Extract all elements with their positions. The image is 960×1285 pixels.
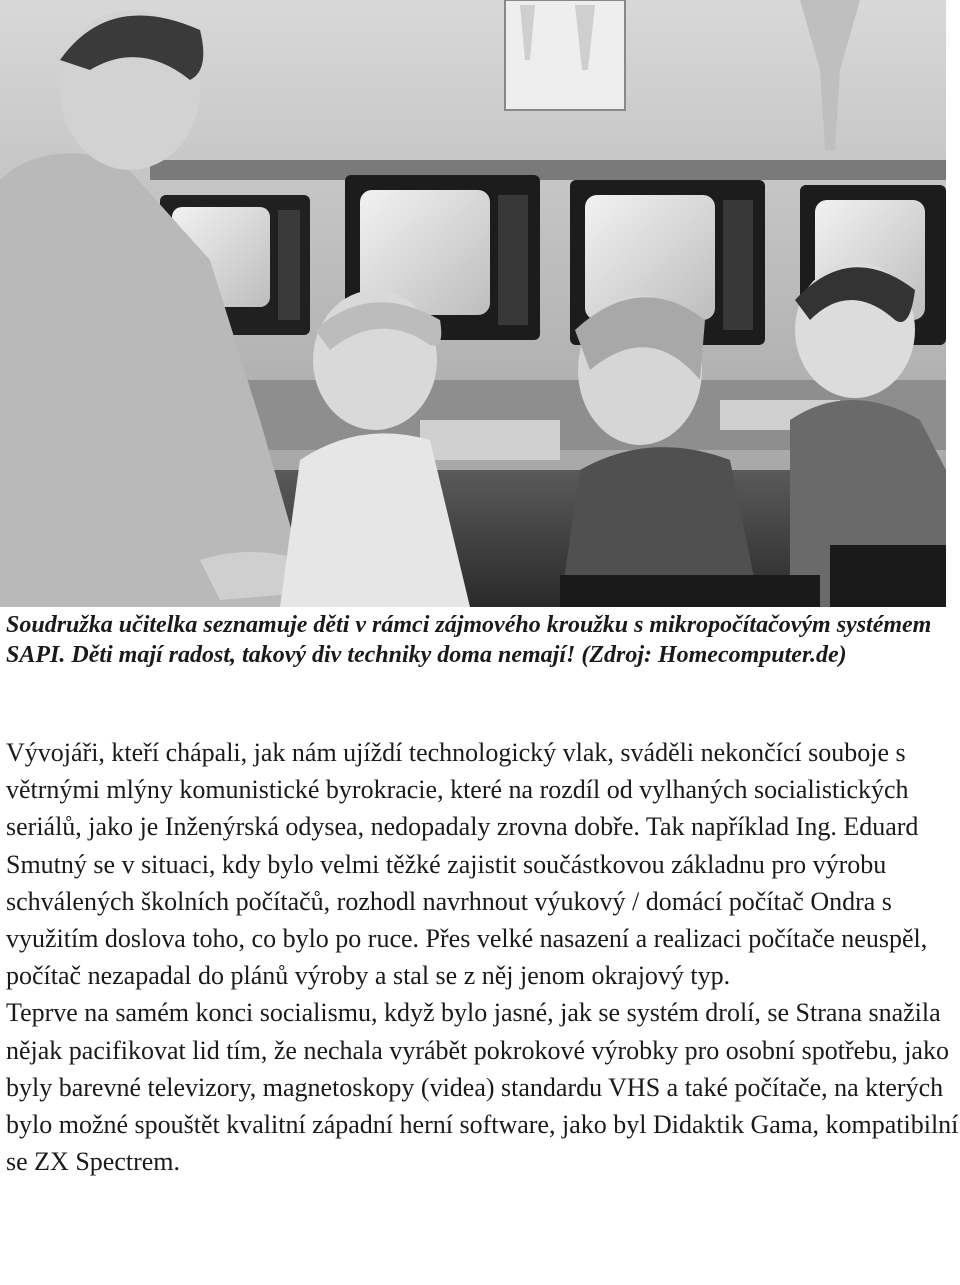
classroom-photo xyxy=(0,0,946,607)
photo-caption: Soudružka učitelka seznamuje děti v rámci zájmového kroužku s mikropočítačovým systémem SAPI. Děti mají radost, takový div techniky doma nemají! (Zdroj: Homecomputer.de) xyxy=(6,612,932,668)
article-body xyxy=(6,734,960,1180)
article-paragraph-1: Vývojáři, kteří chápali, jak nám ujíždí technologický vlak, sváděli nekončící souboje s větrnými mlýny komunistické byrokracie, které na rozdíl od vylhaných socialistických seriálů, jako je Inženýrská odysea, nedopadaly zrovna dobře. Tak například Ing. Eduard Smutný se v situaci, kdy bylo velmi těžké zajistit součástkovou základnu pro výrobu schválených školních počítačů, rozhodl navrhnout výukový / domácí počítač Ondra s využitím doslova toho, co bylo po ruce. Přes velké nasazení a realizaci počítače neuspěl, počítač nezapadal do plánů výroby a stal se z něj jenom okrajový typ. xyxy=(6,738,928,991)
classroom-photo-illustration xyxy=(0,0,946,607)
article-paragraph-2: Teprve na samém konci socialismu, když bylo jasné, jak se systém drolí, se Strana snažila nějak pacifikovat lid tím, že nechala vyrábět pokrokové výrobky pro osobní spotřebu, jako byly barevné televizory, magnetoskopy (videa) standardu VHS a také počítače, na kterých bylo možné spouštět kvalitní západní herní software, jako byl Didaktik Gama, kompatibilní se ZX Spectrem. xyxy=(6,998,959,1177)
